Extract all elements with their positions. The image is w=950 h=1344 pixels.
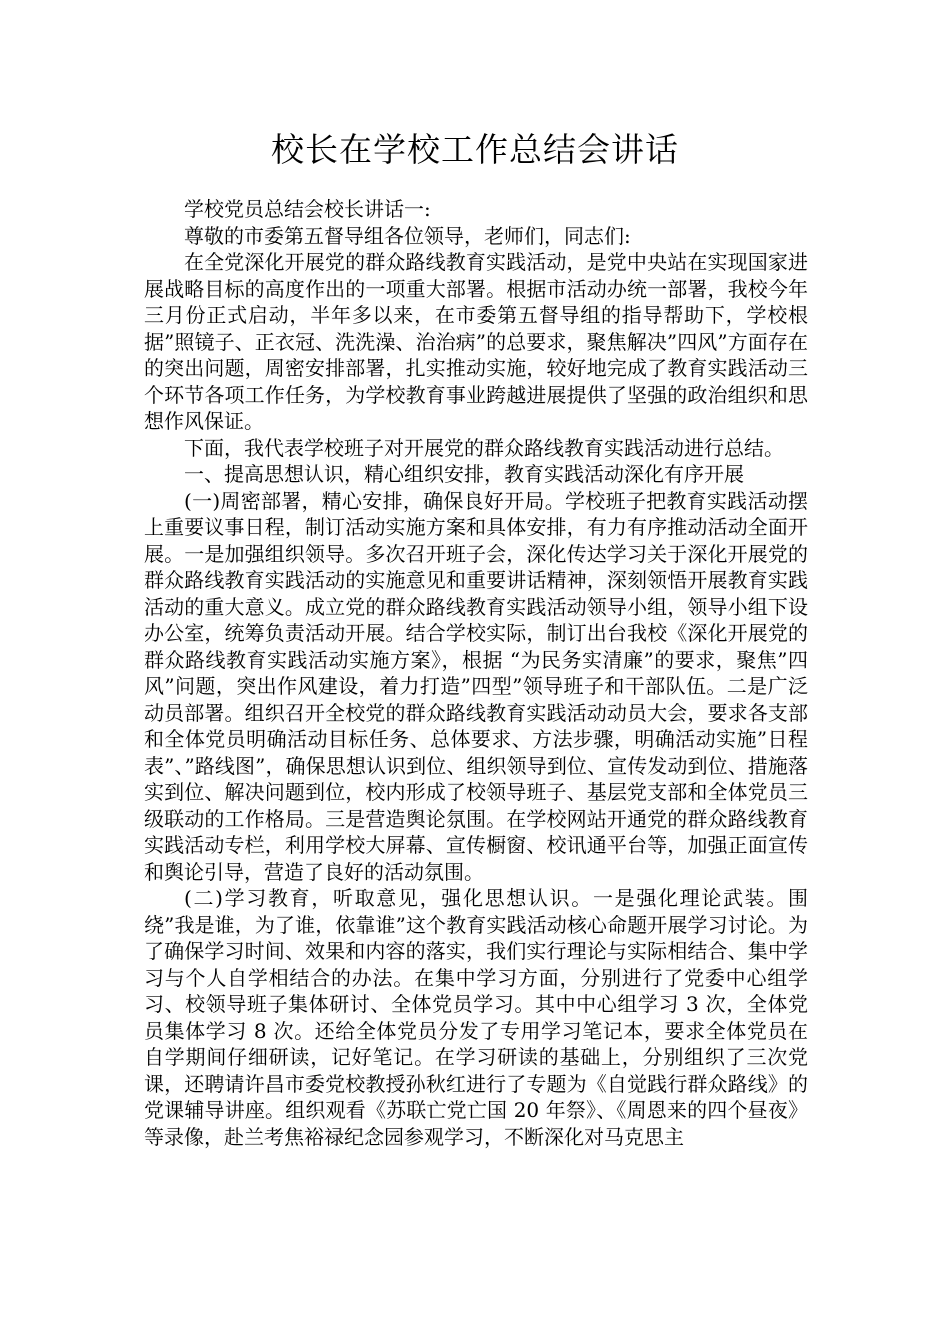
document-title: 校长在学校工作总结会讲话 — [271, 130, 679, 169]
paragraph-greeting: 尊敬的市委第五督导组各位领导，老师们，同志们: — [184, 223, 631, 248]
paragraph-salutation-heading: 学校党员总结会校长讲话一: — [184, 197, 431, 221]
paragraph-summary-lead: 下面，我代表学校班子对开展党的群众路线教育实践活动进行总结。 — [184, 435, 784, 460]
section-heading-1: 一、提高思想认识，精心组织安排，教育实践活动深化有序开展 — [184, 462, 744, 486]
paragraph-section-1-1: (一)周密部署，精心安排，确保良好开局。学校班子把教育实践活动摆上重要议事日程，制订活动实施方案和具体安排，有力有序推动活动全面开展。一是加强组织领导。多次召开班子会，深化传达学习关于深化开展党的群众路线教育实践活动的实施意见和重要讲话精神，深刻领悟开展教育实践活动的重大意义。成立党的群众路线教育实践活动领导小组，领导小组下设办公室，统筹负责活动开展。结合学校实际，制订出台我校《深化开展党的群众路线教育实践活动实施方案》，根据 “为民务实清廉”的要求，聚焦”四风”问题，突出作风建设，着力打造”四型”领导班子和干部队伍。二是广泛动员部署。组织召开全校党的群众路线教育实践活动动员大会，要求各支部和全体党员明确活动目标任务、总体要求、方法步骤，明确活动实施”日程表”、”路线图”，确保思想认识到位、组织领导到位、宣传发动到位、措施落实到位、解决问题到位，校内形成了校领导班子、基层党支部和全体党员三级联动的工作格局。三是营造舆论氛围。在学校网站开通党的群众路线教育实践活动专栏，利用学校大屏幕、宣传橱窗、校讯通平台等，加强正面宣传和舆论引导，营造了良好的活动氛围。 — [144, 488, 808, 884]
paragraph-section-1-2: (二)学习教育，听取意见，强化思想认识。一是强化理论武装。围绕”我是谁，为了谁，依靠谁”这个教育实践活动核心命题开展学习讨论。为了确保学习时间、效果和内容的落实，我们实行理论与实际相结合、集中学习与个人自学相结合的办法。在集中学习方面，分别进行了党委中心组学习、校领导班子集体研讨、全体党员学习。其中中心组学习 3 次，全体党员集体学习 8 次。还给全体党员分发了专用学习笔记本，要求全体党员在自学期间仔细研读，记好笔记。在学习研读的基础上，分别组织了三次党课，还聘请许昌市委党校教授孙秋红进行了专题为《自觉践行群众路线》的党课辅导讲座。组织观看《苏联亡党亡国 20 年祭》、《周恩来的四个昼夜》等录像，赴兰考焦裕禄纪念园参观学习，不断深化对马克思主 — [144, 886, 808, 1149]
document-body — [144, 196, 808, 1150]
paragraph-intro: 在全党深化开展党的群众路线教育实践活动，是党中央站在实现国家进展战略目标的高度作出的一项重大部署。根据市活动办统一部署，我校今年三月份正式启动，半年多以来，在市委第五督导组的指导帮助下，学校根据”照镜子、正衣冠、洗洗澡、治治病”的总要求，聚焦解决”四风”方面存在的突出问题，周密安排部署，扎实推动实施，较好地完成了教育实践活动三个环节各项工作任务，为学校教育事业跨越进展提供了坚强的政治组织和思想作风保证。 — [144, 250, 808, 433]
